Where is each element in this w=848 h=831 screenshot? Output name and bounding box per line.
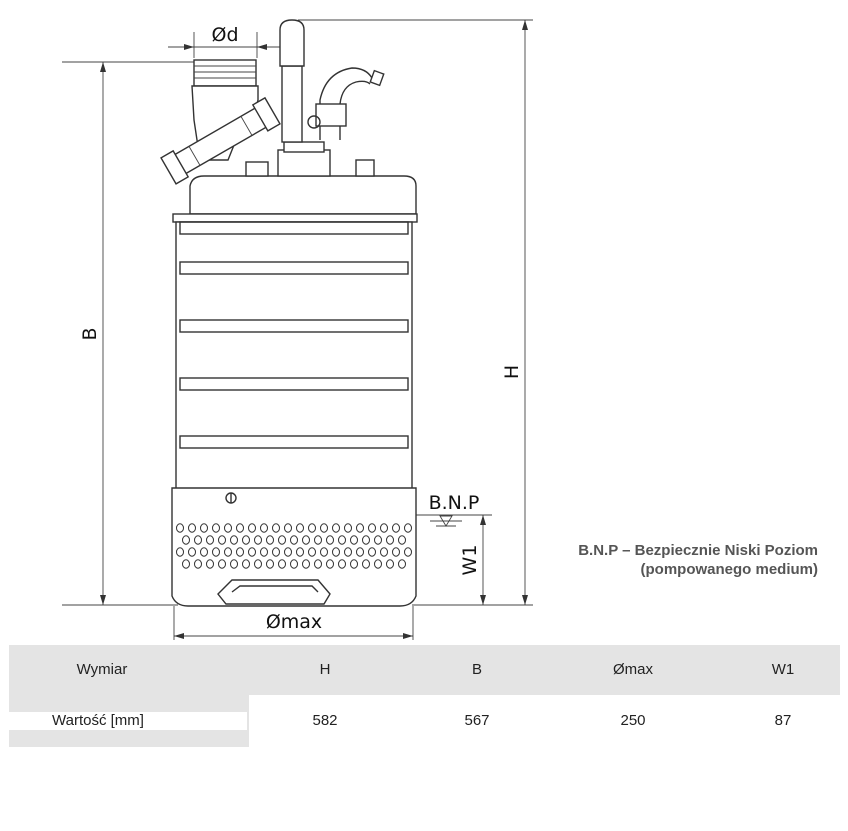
bnp-legend <box>578 541 818 579</box>
row-label: Wartość [mm] <box>52 712 144 729</box>
value-omax: 250 <box>620 712 646 729</box>
label-w1: W1 <box>459 544 481 576</box>
header-b: B <box>471 661 482 678</box>
legend-line-2: (pompowanego medium) <box>640 561 818 578</box>
label-b: B <box>79 327 101 341</box>
header-h: H <box>319 661 331 678</box>
header-omax: Ømax <box>612 661 653 678</box>
dimension-table <box>9 645 840 747</box>
label-bnp: B.N.P <box>428 492 480 514</box>
label-od: Ød <box>211 24 239 46</box>
legend-line-1: B.N.P – Bezpiecznie Niski Poziom <box>578 542 818 559</box>
pump-body <box>161 20 417 606</box>
dimension-od <box>168 24 282 58</box>
dimension-w1 <box>415 492 492 605</box>
value-h: 582 <box>312 712 338 729</box>
label-omax: Ømax <box>265 611 323 633</box>
header-w1: W1 <box>771 661 795 678</box>
label-h: H <box>501 364 523 380</box>
header-wymiar: Wymiar <box>76 661 128 678</box>
dimension-omax <box>174 606 413 640</box>
value-w1: 87 <box>774 712 792 729</box>
value-b: 567 <box>464 712 490 729</box>
